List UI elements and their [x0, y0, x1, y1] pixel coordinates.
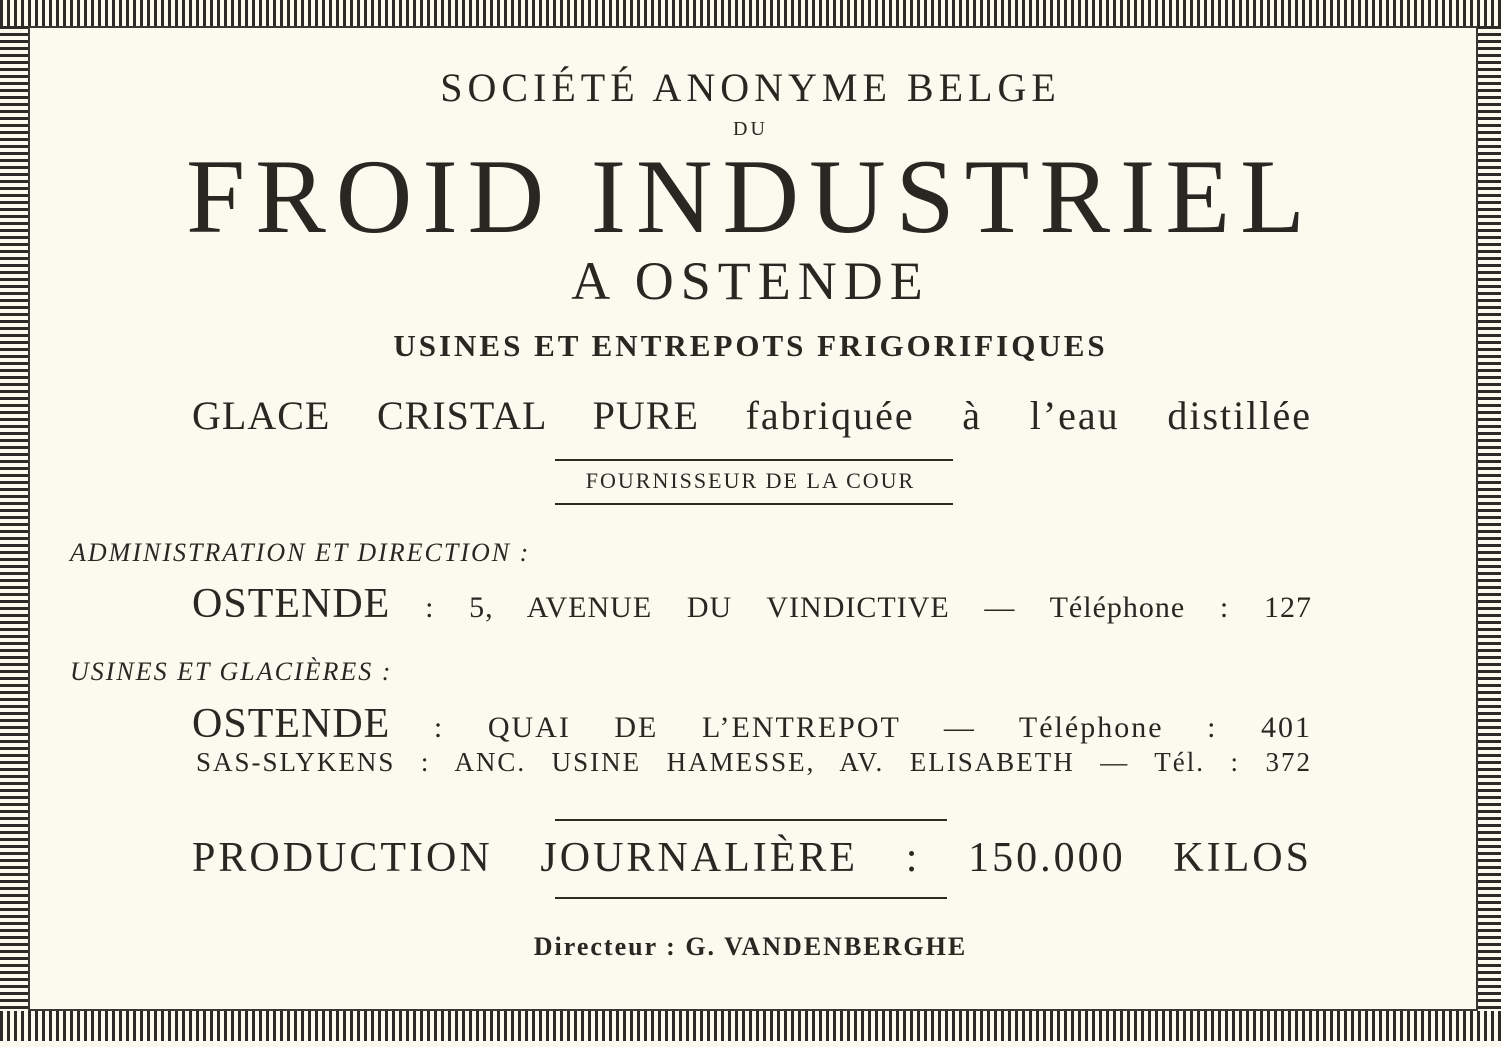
administration-heading: ADMINISTRATION ET DIRECTION :	[70, 538, 531, 567]
product-line	[192, 392, 1312, 439]
company-type-line: SOCIÉTÉ ANONYME BELGE	[440, 65, 1061, 110]
company-du-line: DU	[733, 118, 768, 140]
production-rule-bottom	[555, 897, 947, 899]
usines-address: : QUAI DE L’ENTREPOT — Téléphone : 401	[433, 711, 1312, 744]
product-description: fabriquée à l’eau distillée	[745, 393, 1312, 438]
court-supplier-badge: FOURNISSEUR DE LA COUR	[585, 468, 916, 493]
inner-frame-bottom	[28, 1009, 1478, 1011]
striped-border-top	[0, 0, 1501, 26]
daily-production: PRODUCTION JOURNALIÈRE : 150.000 KILOS	[192, 835, 1312, 881]
badge-rule-bottom	[555, 503, 953, 505]
striped-border-bottom	[0, 1011, 1501, 1041]
administration-address-line	[192, 580, 1312, 628]
company-subtitle: USINES ET ENTREPOTS FRIGORIFIQUES	[393, 328, 1108, 363]
badge-rule-top	[555, 459, 953, 461]
production-rule-top	[555, 819, 947, 821]
director-line: Directeur : G. VANDENBERGHE	[533, 932, 968, 961]
usines-city: OSTENDE	[192, 701, 391, 747]
company-title: FROID INDUSTRIEL	[186, 138, 1315, 255]
usines-heading: USINES ET GLACIÈRES :	[70, 657, 393, 686]
usines-address-line	[192, 700, 1312, 748]
product-name: GLACE CRISTAL PURE	[192, 393, 699, 438]
administration-address: : 5, AVENUE DU VINDICTIVE — Téléphone : 127	[425, 591, 1312, 624]
company-location: A OSTENDE	[571, 251, 930, 311]
usines-secondary-address: SAS-SLYKENS : ANC. USINE HAMESSE, AV. ELISABETH — Tél. : 372	[196, 747, 1312, 777]
inner-frame-top	[28, 26, 1478, 28]
administration-city: OSTENDE	[192, 581, 391, 627]
